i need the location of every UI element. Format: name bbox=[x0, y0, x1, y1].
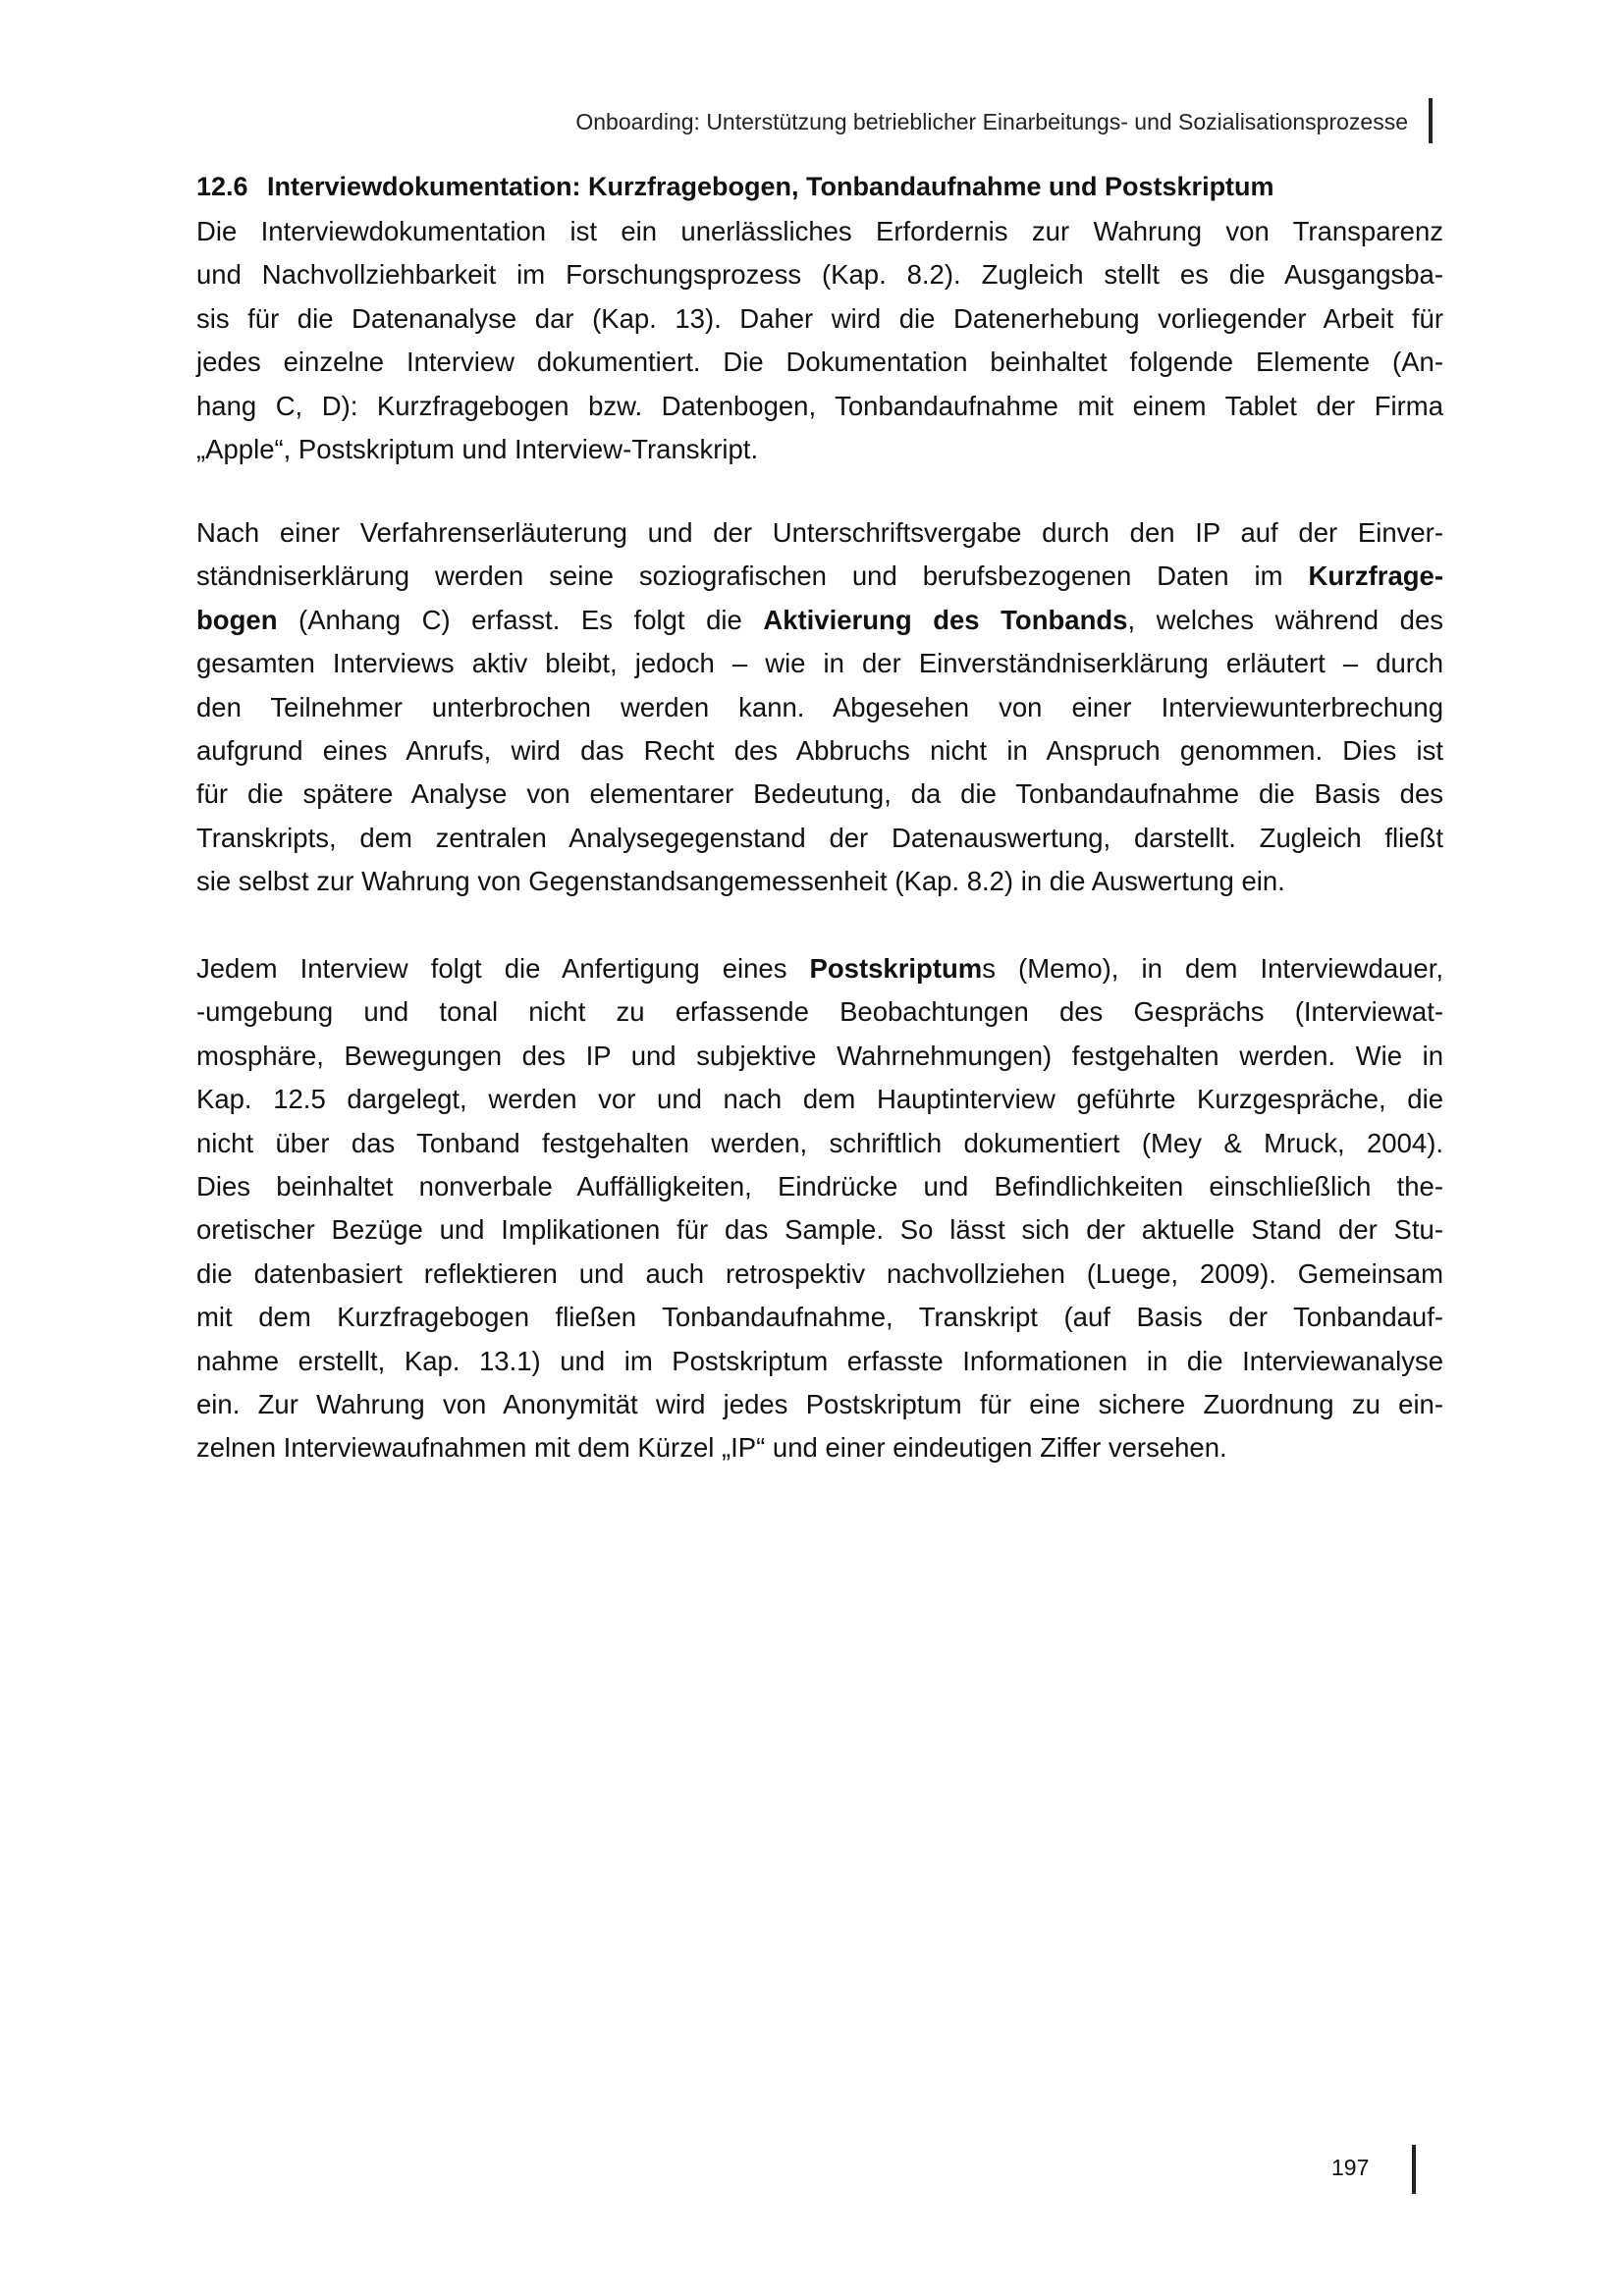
text-line bbox=[196, 1122, 1443, 1165]
section-heading bbox=[196, 165, 1443, 208]
text-line bbox=[196, 947, 1443, 990]
bold-term: bogen bbox=[196, 604, 278, 635]
text-run: zelnen Interviewaufnahmen mit dem Kürzel „IP“ und einer eindeutigen Ziffer versehen. bbox=[196, 1432, 1227, 1464]
text-run: oretischer Bezüge und Implikationen für das Sample. So lässt sich der aktuelle Stand der Stu- bbox=[196, 1214, 1443, 1246]
text-line bbox=[196, 1426, 1443, 1469]
text-run: Transkripts, dem zentralen Analysegegenstand der Datenauswertung, darstellt. Zugleich fließt bbox=[196, 822, 1443, 853]
text-line bbox=[196, 511, 1443, 555]
paragraph-intro bbox=[196, 210, 1443, 471]
text-line bbox=[196, 341, 1443, 384]
text-run: Jedem Interview folgt die Anfertigung eines bbox=[196, 953, 810, 984]
text-line bbox=[196, 253, 1443, 296]
text-run: jedes einzelne Interview dokumentiert. Die Dokumentation beinhaltet folgende Elemente (An- bbox=[196, 347, 1443, 378]
text-line bbox=[196, 860, 1443, 903]
text-run: sie selbst zur Wahrung von Gegenstandsangemessenheit (Kap. 8.2) in die Auswertung ein. bbox=[196, 866, 1285, 897]
text-line bbox=[196, 729, 1443, 773]
text-run: für die spätere Analyse von elementarer Bedeutung, da die Tonbandaufnahme die Basis des bbox=[196, 778, 1443, 810]
text-line bbox=[196, 599, 1443, 642]
text-line bbox=[196, 1208, 1443, 1252]
text-line bbox=[196, 686, 1443, 729]
text-line bbox=[196, 990, 1443, 1034]
text-line bbox=[196, 773, 1443, 816]
text-run: gesamten Interviews aktiv bleibt, jedoch – wie in der Einverständniserklärung erläutert – durch bbox=[196, 648, 1443, 679]
text-run: , welches während des bbox=[1127, 604, 1443, 635]
running-header: Onboarding: Unterstützung betrieblicher Einarbeitungs- und Sozialisationsprozesse bbox=[575, 109, 1408, 134]
text-run: „Apple“, Postskriptum und Interview-Transkript. bbox=[196, 433, 759, 464]
text-run: Kap. 12.5 dargelegt, werden vor und nach dem Hauptinterview geführte Kurzgespräche, die bbox=[196, 1084, 1443, 1115]
text-line bbox=[196, 555, 1443, 598]
page-number: 197 bbox=[1331, 2155, 1370, 2180]
text-run: und Nachvollziehbarkeit im Forschungsprozess (Kap. 8.2). Zugleich stellt es die Ausgangsba- bbox=[196, 259, 1443, 291]
text-line bbox=[196, 1340, 1443, 1383]
text-run: die datenbasiert reflektieren und auch retrospektiv nachvollziehen (Luege, 2009). Gemeinsam bbox=[196, 1257, 1443, 1289]
text-run: hang C, D): Kurzfragebogen bzw. Datenbogen, Tonbandaufnahme mit einem Tablet der Firma bbox=[196, 390, 1443, 421]
bold-term: Postskriptum bbox=[809, 953, 983, 984]
text-line bbox=[196, 1253, 1443, 1296]
header-rule bbox=[1429, 98, 1433, 143]
text-run: nahme erstellt, Kap. 13.1) und im Postskriptum erfasste Informationen in die Interviewanalyse bbox=[196, 1345, 1443, 1376]
footer-rule bbox=[1412, 2145, 1416, 2194]
text-run: ein. Zur Wahrung von Anonymität wird jedes Postskriptum für eine sichere Zuordnung zu ein- bbox=[196, 1388, 1443, 1419]
text-run: (Anhang C) erfasst. Es folgt die bbox=[277, 604, 764, 635]
bold-term: Aktivierung des Tonbands bbox=[763, 604, 1128, 635]
text-run: s (Memo), in dem Interviewdauer, bbox=[982, 953, 1444, 984]
text-run: den Teilnehmer unterbrochen werden kann. Abgesehen von einer Interviewunterbrechung bbox=[196, 691, 1443, 722]
text-run: ständniserklärung werden seine soziografischen und berufsbezogenen Daten im bbox=[196, 561, 1309, 592]
text-run: mosphäre, Bewegungen des IP und subjektive Wahrnehmungen) festgehalten werden. Wie in bbox=[196, 1040, 1443, 1071]
text-line bbox=[196, 1165, 1443, 1208]
section-number: 12.6 bbox=[196, 172, 248, 201]
section-title: Interviewdokumentation: Kurzfragebogen, Tonbandaufnahme und Postskriptum bbox=[267, 172, 1274, 201]
text-line bbox=[196, 1035, 1443, 1078]
bold-term: Kurzfrage- bbox=[1308, 561, 1443, 592]
text-line bbox=[196, 1296, 1443, 1339]
paragraph-procedure bbox=[196, 511, 1443, 904]
text-line bbox=[196, 385, 1443, 428]
text-run: Die Interviewdokumentation ist ein unerlässliches Erfordernis zur Wahrung von Transparenz bbox=[196, 216, 1443, 246]
text-line bbox=[196, 428, 1443, 471]
text-line bbox=[196, 210, 1443, 253]
text-run: aufgrund eines Anrufs, wird das Recht des Abbruchs nicht in Anspruch genommen. Dies ist bbox=[196, 734, 1443, 766]
text-run: Dies beinhaltet nonverbale Auffälligkeiten, Eindrücke und Befindlichkeiten einschließlich the- bbox=[196, 1170, 1443, 1201]
paragraph-postscript bbox=[196, 947, 1443, 1470]
text-run: nicht über das Tonband festgehalten werden, schriftlich dokumentiert (Mey & Mruck, 2004). bbox=[196, 1127, 1443, 1158]
text-line bbox=[196, 817, 1443, 860]
text-line bbox=[196, 1383, 1443, 1426]
text-line bbox=[196, 1078, 1443, 1121]
text-run: mit dem Kurzfragebogen fließen Tonbandaufnahme, Transkript (auf Basis der Tonbandauf- bbox=[196, 1302, 1443, 1333]
text-run: sis für die Datenanalyse dar (Kap. 13). Daher wird die Datenerhebung vorliegender Arbeit für bbox=[196, 302, 1443, 334]
text-line bbox=[196, 642, 1443, 685]
text-run: -umgebung und tonal nicht zu erfassende Beobachtungen des Gesprächs (Interviewat- bbox=[196, 996, 1443, 1028]
text-line bbox=[196, 297, 1443, 341]
text-run: Nach einer Verfahrenserläuterung und der Unterschriftsvergabe durch den IP auf der Einver- bbox=[196, 517, 1443, 548]
